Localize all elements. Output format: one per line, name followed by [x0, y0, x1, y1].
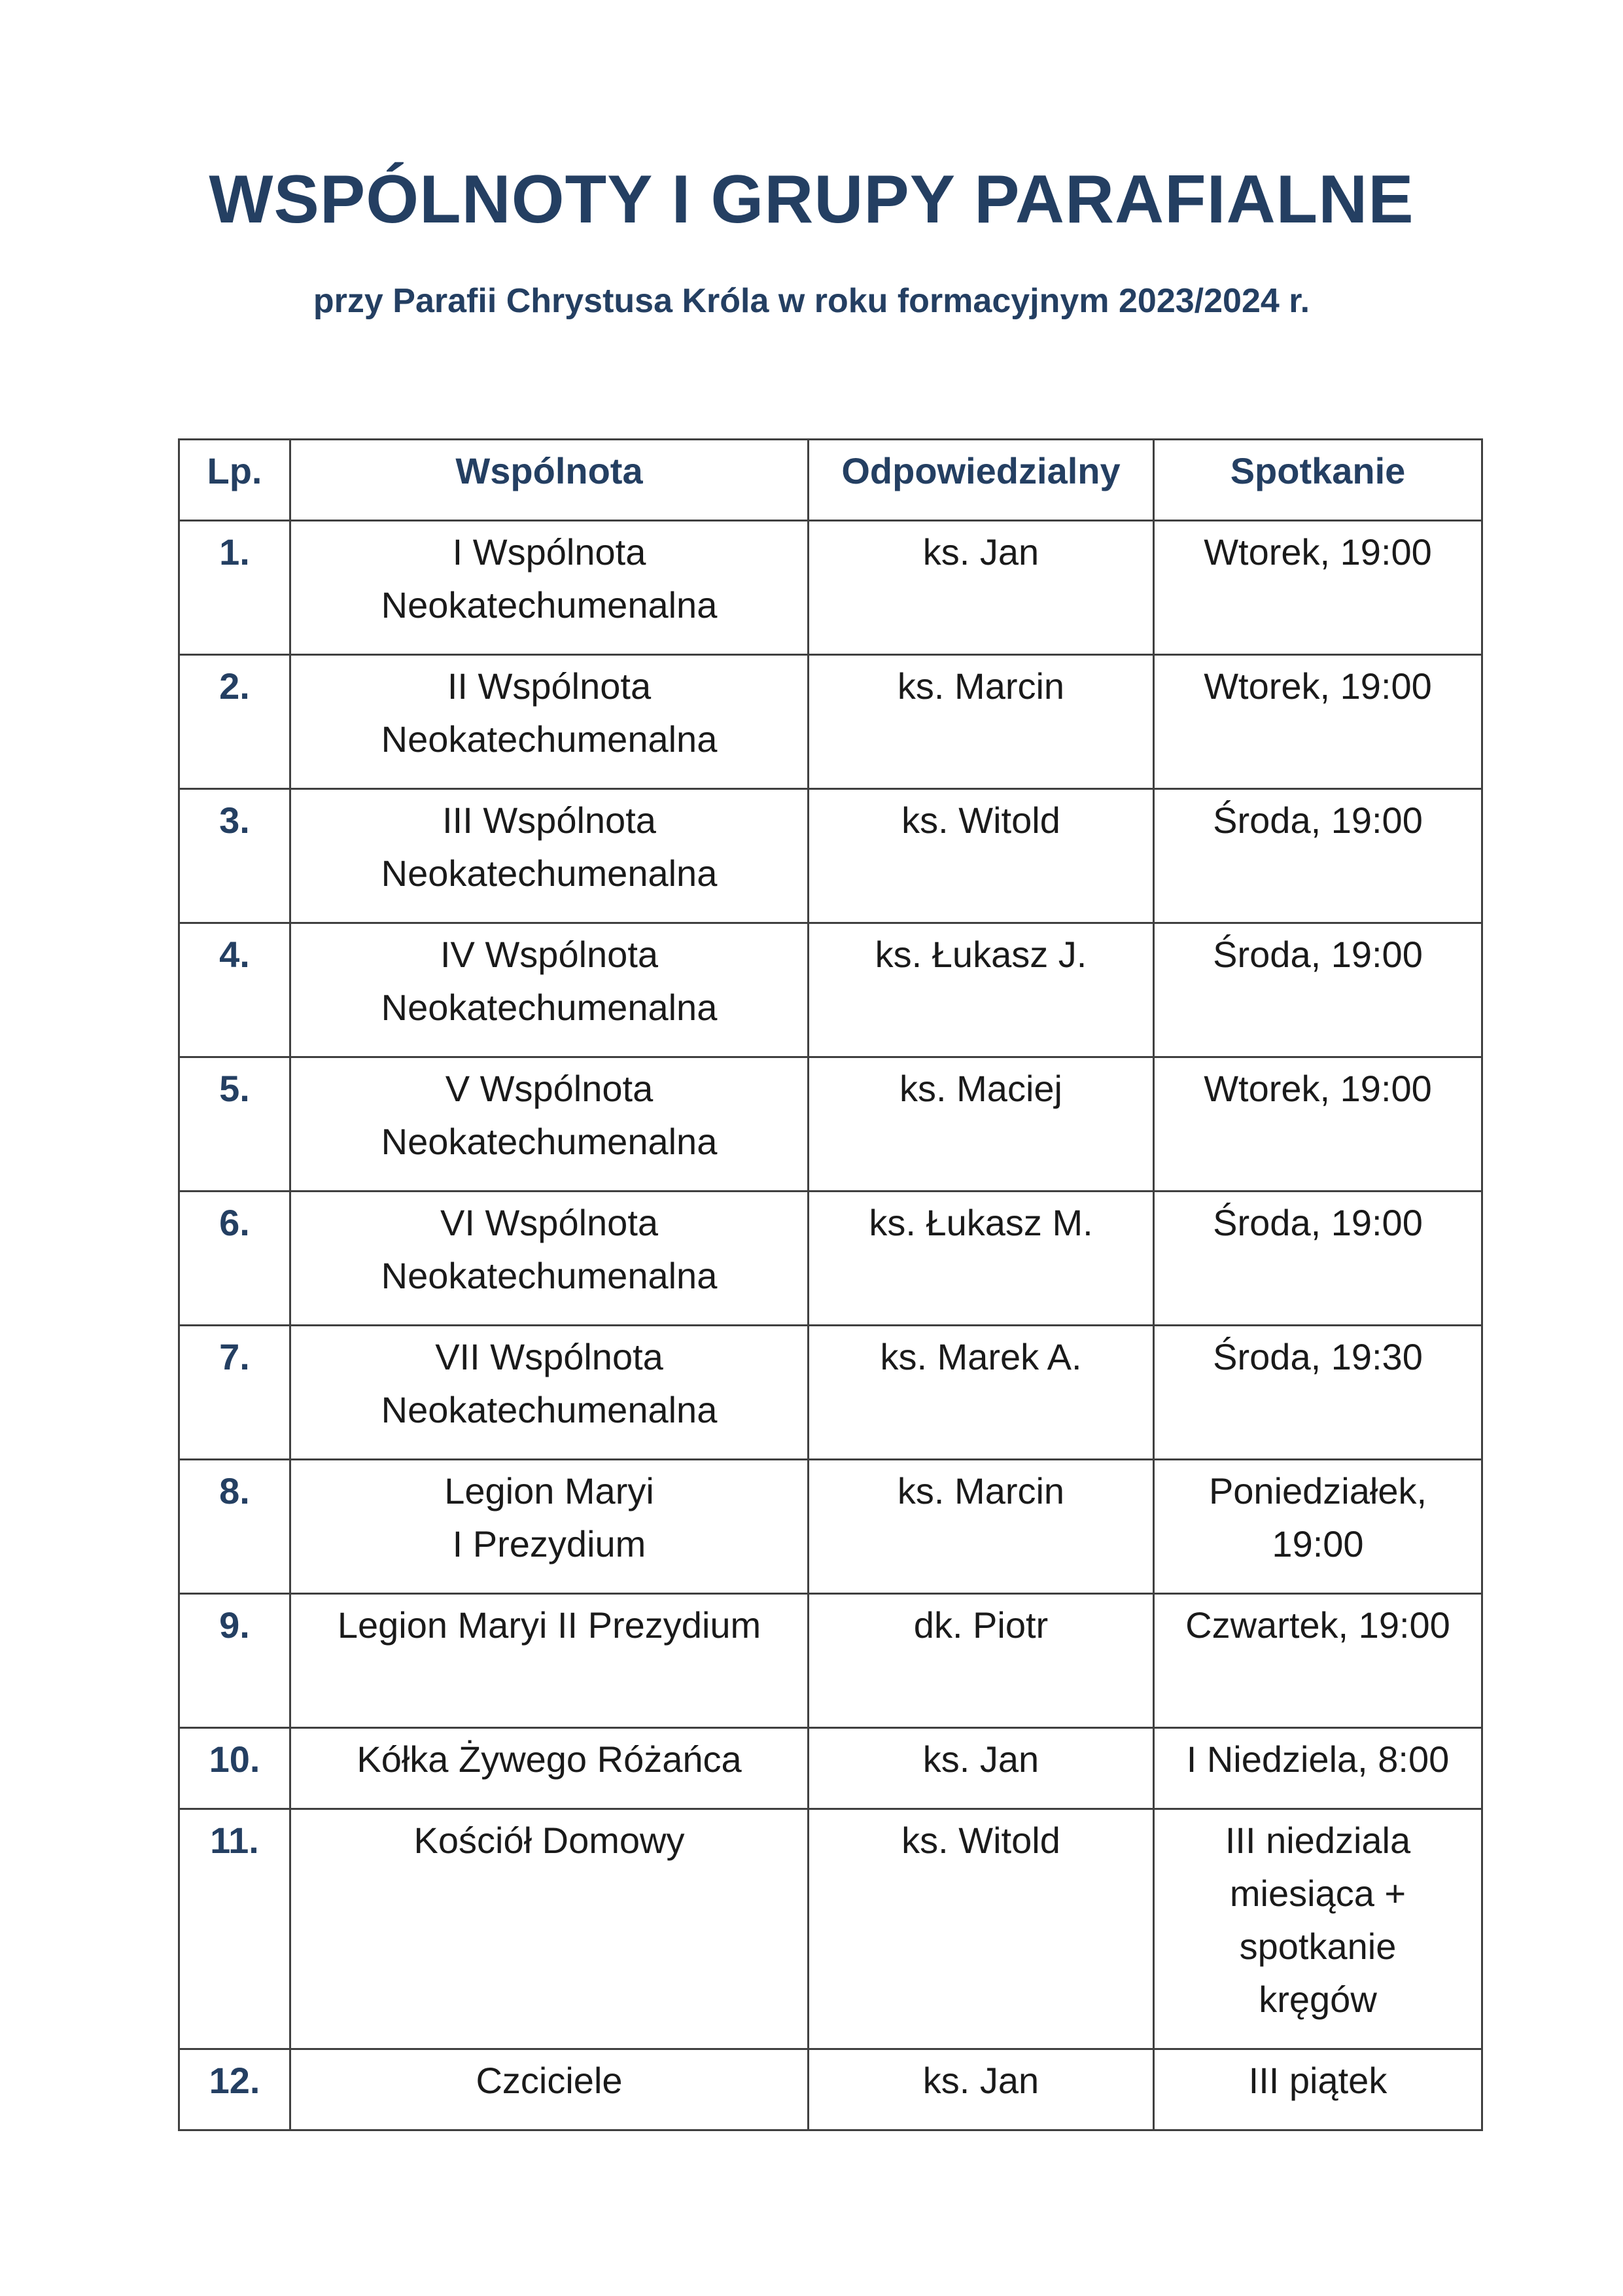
row-number: 2.: [179, 655, 290, 789]
community-line: Neokatechumenalna: [381, 987, 718, 1028]
responsible-cell: ks. Witold: [809, 789, 1154, 923]
row-number: 12.: [179, 2049, 290, 2130]
community-cell: Kółka Żywego Różańca: [290, 1728, 809, 1809]
table-row: [179, 1192, 1482, 1326]
community-line: Neokatechumenalna: [381, 718, 718, 760]
row-number: 5.: [179, 1057, 290, 1192]
header-lp: Lp.: [179, 440, 290, 521]
meeting-cell: Wtorek, 19:00: [1154, 655, 1482, 789]
table-row: [179, 1326, 1482, 1460]
meeting-line: miesiąca +: [1229, 1873, 1406, 1914]
community-line: Neokatechumenalna: [381, 1121, 718, 1162]
community-cell: [290, 923, 809, 1057]
meeting-line: III niedziala: [1225, 1820, 1411, 1861]
communities-table: [178, 438, 1483, 2131]
community-cell: Kościół Domowy: [290, 1809, 809, 2049]
row-number: 3.: [179, 789, 290, 923]
header-responsible: Odpowiedzialny: [809, 440, 1154, 521]
table-row: [179, 923, 1482, 1057]
community-cell: [290, 521, 809, 655]
table-header-row: [179, 440, 1482, 521]
community-line: Neokatechumenalna: [381, 1389, 718, 1430]
meeting-line: kręgów: [1259, 1979, 1377, 2020]
community-cell: [290, 789, 809, 923]
meeting-line: Poniedziałek,: [1208, 1470, 1427, 1511]
row-number: 10.: [179, 1728, 290, 1809]
meeting-cell: Czwartek, 19:00: [1154, 1594, 1482, 1728]
row-number: 7.: [179, 1326, 290, 1460]
table-row: [179, 1594, 1482, 1728]
row-number: 4.: [179, 923, 290, 1057]
table-row: [179, 655, 1482, 789]
community-line: III Wspólnota: [442, 800, 656, 841]
row-number: 6.: [179, 1192, 290, 1326]
community-line: IV Wspólnota: [440, 934, 659, 975]
table-row: [179, 2049, 1482, 2130]
meeting-cell: Środa, 19:30: [1154, 1326, 1482, 1460]
responsible-cell: ks. Maciej: [809, 1057, 1154, 1192]
community-line: I Prezydium: [452, 1523, 646, 1564]
row-number: 9.: [179, 1594, 290, 1728]
meeting-cell: Wtorek, 19:00: [1154, 521, 1482, 655]
community-line: Neokatechumenalna: [381, 1255, 718, 1296]
meeting-cell: Środa, 19:00: [1154, 923, 1482, 1057]
meeting-cell: [1154, 1460, 1482, 1594]
responsible-cell: ks. Jan: [809, 521, 1154, 655]
table-row: [179, 1057, 1482, 1192]
header-meeting: Spotkanie: [1154, 440, 1482, 521]
meeting-cell: [1154, 1809, 1482, 2049]
community-cell: [290, 1460, 809, 1594]
community-cell: Legion Maryi II Prezydium: [290, 1594, 809, 1728]
responsible-cell: ks. Łukasz M.: [809, 1192, 1154, 1326]
row-number: 8.: [179, 1460, 290, 1594]
page-title: WSPÓLNOTY I GRUPY PARAFIALNE: [209, 162, 1414, 238]
community-cell: [290, 1326, 809, 1460]
meeting-cell: Środa, 19:00: [1154, 1192, 1482, 1326]
meeting-cell: I Niedziela, 8:00: [1154, 1728, 1482, 1809]
meeting-cell: Środa, 19:00: [1154, 789, 1482, 923]
community-line: Legion Maryi: [444, 1470, 654, 1511]
responsible-cell: ks. Marek A.: [809, 1326, 1154, 1460]
community-cell: [290, 1057, 809, 1192]
meeting-cell: III piątek: [1154, 2049, 1482, 2130]
table-row: [179, 1728, 1482, 1809]
community-line: II Wspólnota: [447, 665, 652, 707]
table-row: [179, 1460, 1482, 1594]
community-cell: Czciciele: [290, 2049, 809, 2130]
table-row: [179, 789, 1482, 923]
community-line: Neokatechumenalna: [381, 853, 718, 894]
community-cell: [290, 655, 809, 789]
responsible-cell: ks. Witold: [809, 1809, 1154, 2049]
header-community: Wspólnota: [290, 440, 809, 521]
community-line: VI Wspólnota: [440, 1202, 659, 1243]
responsible-cell: dk. Piotr: [809, 1594, 1154, 1728]
community-cell: [290, 1192, 809, 1326]
responsible-cell: ks. Jan: [809, 1728, 1154, 1809]
table-row: [179, 1809, 1482, 2049]
responsible-cell: ks. Jan: [809, 2049, 1154, 2130]
responsible-cell: ks. Łukasz J.: [809, 923, 1154, 1057]
meeting-cell: Wtorek, 19:00: [1154, 1057, 1482, 1192]
page-subtitle: przy Parafii Chrystusa Króla w roku formacyjnym 2023/2024 r.: [313, 282, 1310, 320]
community-line: V Wspólnota: [445, 1068, 654, 1109]
row-number: 1.: [179, 521, 290, 655]
meeting-line: 19:00: [1272, 1523, 1364, 1564]
row-number: 11.: [179, 1809, 290, 2049]
community-line: I Wspólnota: [452, 531, 646, 573]
responsible-cell: ks. Marcin: [809, 1460, 1154, 1594]
meeting-line: spotkanie: [1239, 1926, 1397, 1967]
community-line: VII Wspólnota: [435, 1336, 663, 1377]
table-row: [179, 521, 1482, 655]
responsible-cell: ks. Marcin: [809, 655, 1154, 789]
community-line: Neokatechumenalna: [381, 584, 718, 626]
